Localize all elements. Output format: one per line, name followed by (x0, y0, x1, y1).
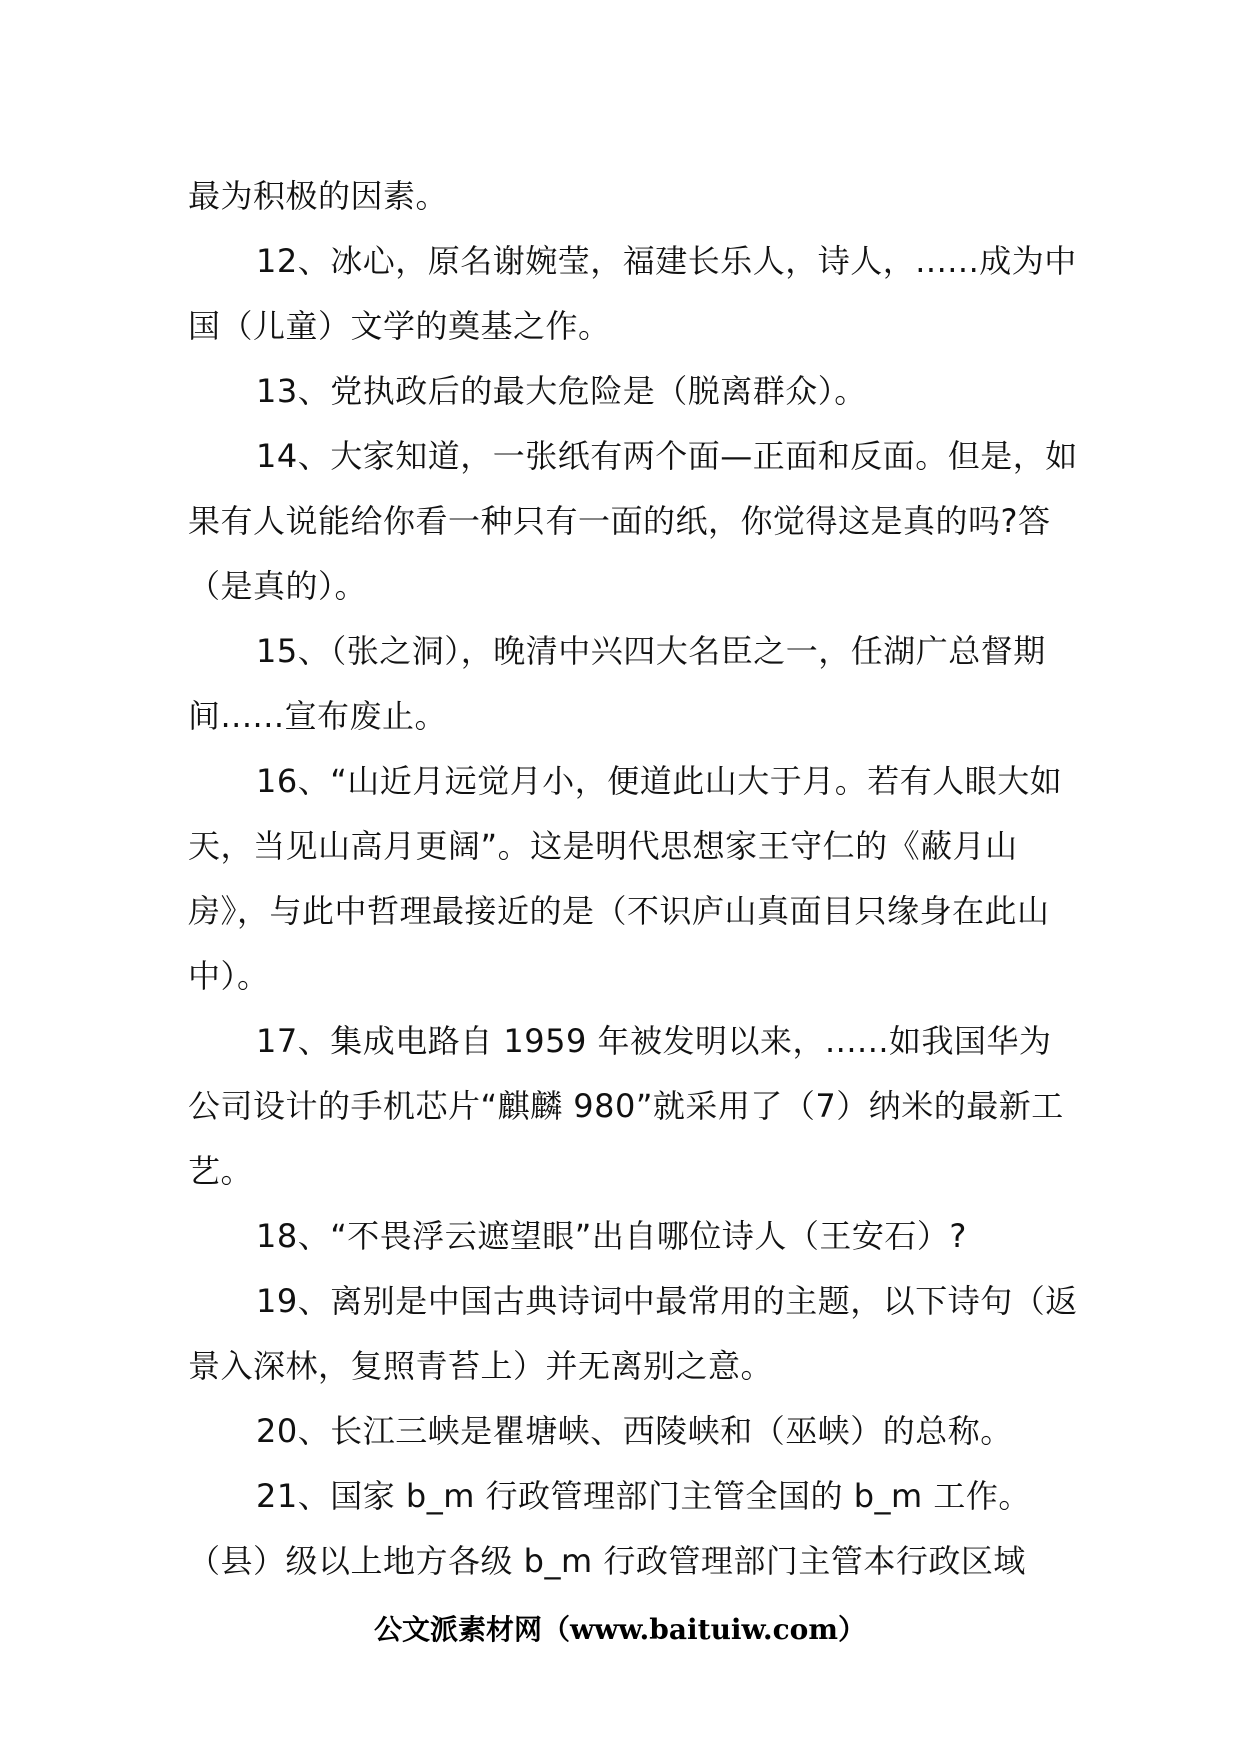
paragraph-item-21: 21、国家 b_m 行政管理部门主管全国的 b_m 工作。（县）级以上地方各级 b_m 行政管理部门主管本行政区域 (188, 1477, 1031, 1580)
paragraph-item-15: 15、（张之洞），晚清中兴四大名臣之一，任湖广总督期间......宣布废止。 (188, 632, 1046, 735)
page-footer: 公文派素材网（www.baituiw.com） (374, 1613, 866, 1646)
paragraph-continuation: 最为积极的因素。 (188, 177, 449, 215)
paragraph-item-16: 16、“山近月远觉月小，便道此山大于月。若有人眼大如天，当见山高月更阔”。这是明代思想家王守仁的《蔽月山房》，与此中哲理最接近的是（不识庐山真面目只缘身在此山中）。 (188, 762, 1063, 995)
paragraph-item-20: 20、长江三峡是瞿塘峡、西陵峡和（巫峡）的总称。 (256, 1412, 1013, 1450)
paragraph-item-18: 18、“不畏浮云遮望眼”出自哪位诗人（王安石）? (256, 1217, 967, 1255)
paragraph-item-14: 14、大家知道，一张纸有两个面—正面和反面。但是，如果有人说能给你看一种只有一面的纸，你觉得这是真的吗?答（是真的）。 (188, 437, 1078, 605)
paragraph-item-13: 13、党执政后的最大危险是（脱离群众）。 (256, 372, 867, 410)
paragraph-item-12: 12、冰心，原名谢婉莹，福建长乐人，诗人，......成为中国（儿童）文学的奠基之作。 (188, 242, 1077, 345)
paragraph-item-17: 17、集成电路自 1959 年被发明以来，......如我国华为公司设计的手机芯片“麒麟 980”就采用了（7）纳米的最新工艺。 (188, 1022, 1064, 1190)
paragraph-item-19: 19、离别是中国古典诗词中最常用的主题，以下诗句（返景入深林，复照青苔上）并无离别之意。 (188, 1282, 1078, 1385)
document-body (188, 164, 1084, 1594)
